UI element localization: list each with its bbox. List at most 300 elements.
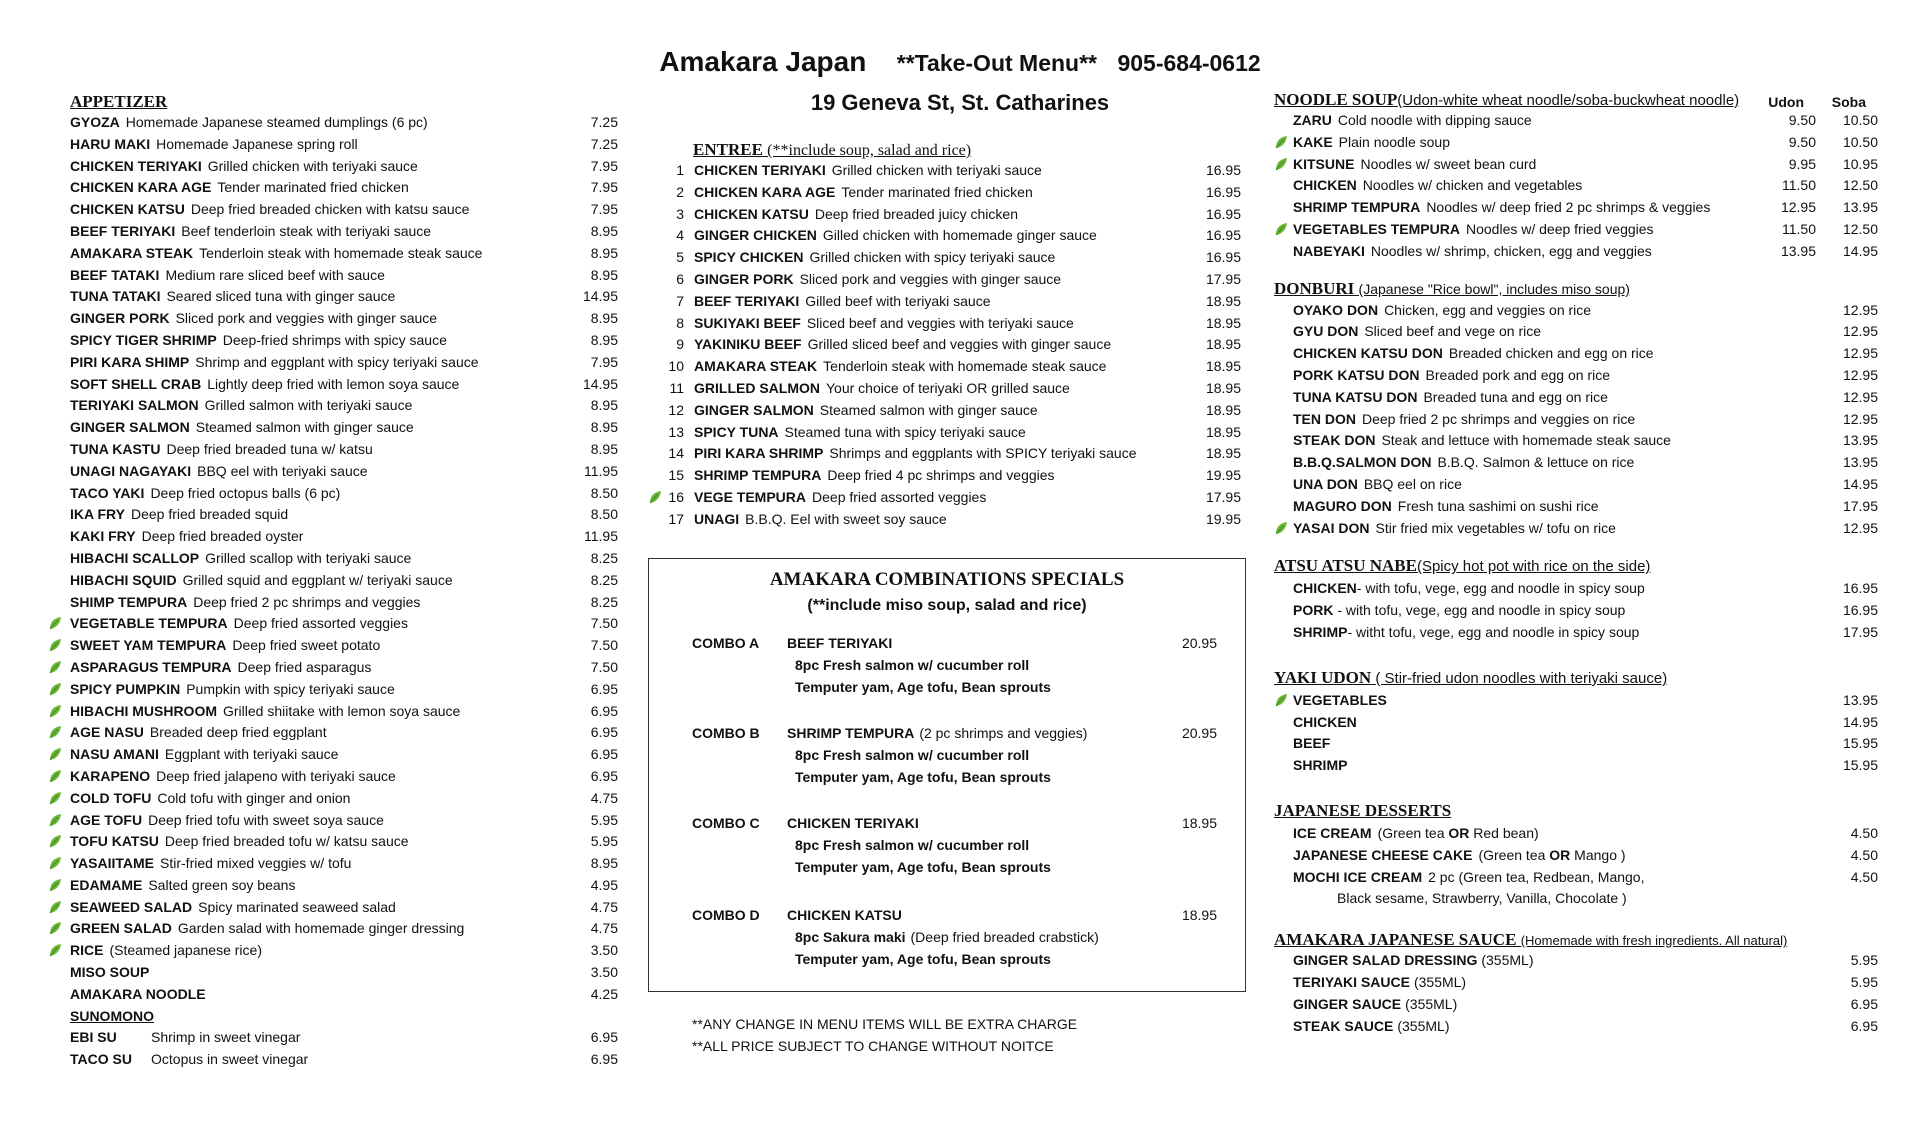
item-description: Noodles w/ sweet bean curd: [1360, 155, 1537, 172]
item-name: CHICKEN KARA AGE: [694, 183, 836, 200]
item-name: TACO YAKI: [70, 484, 145, 501]
item-price: 5.95: [590, 811, 618, 828]
menu-item: [70, 594, 618, 616]
appetizer-heading: APPETIZER: [70, 92, 168, 111]
yaki-udon-item: [1274, 735, 1878, 757]
item-name: CHICKEN KATSU DON: [1293, 345, 1443, 362]
item-description: Octopus in sweet vinegar: [151, 1051, 309, 1068]
item-price: 6.95: [1850, 1017, 1878, 1034]
item-name: AGE NASU: [70, 724, 144, 741]
entree-heading: [648, 140, 1241, 162]
item-name: GINGER PORK: [694, 270, 794, 287]
item-description: Deep fried 2 pc shrimps and veggies on rice: [1362, 410, 1636, 427]
item-price: 13.95: [1842, 454, 1878, 471]
item-description: (Steamed japanese rice): [109, 942, 262, 959]
noodle-soup-note: (Udon-white wheat noodle/soba-buckwheat noodle): [1397, 92, 1740, 109]
combo-sides-line: [692, 859, 1217, 881]
soba-price: 12.50: [1842, 220, 1878, 237]
menu-item: [70, 637, 618, 659]
leaf-icon: [48, 616, 62, 630]
item-price: 16.95: [1205, 162, 1241, 178]
item-description: Homemade Japanese steamed dumplings (6 pc): [125, 114, 428, 130]
item-name: GINGER SALMON: [694, 401, 814, 418]
item-name: UNAGI: [694, 510, 740, 527]
item-name: CHICKEN KATSU: [70, 201, 185, 218]
menu-item: [70, 659, 618, 681]
entree-item: [648, 402, 1241, 424]
combo-code: COMBO A: [692, 635, 760, 651]
item-description-end: Red bean): [1469, 824, 1539, 841]
item-price: 7.95: [590, 179, 618, 196]
atsu-title: ATSU ATSU NABE: [1274, 556, 1417, 576]
item-name: GYOZA: [70, 114, 120, 130]
leaf-icon: [48, 900, 62, 914]
item-name: UNA DON: [1293, 475, 1358, 492]
item-or: OR: [1549, 846, 1571, 863]
menu-item: [70, 528, 618, 550]
item-name: GYU DON: [1293, 323, 1359, 340]
item-name: SHRIMP: [1293, 623, 1348, 640]
atsu-item: [1274, 580, 1878, 602]
combo-roll-line: [692, 837, 1217, 859]
donburi-item: [1274, 302, 1878, 324]
yaki-udon-item: [1274, 714, 1878, 736]
item-price: 8.50: [590, 506, 618, 523]
donburi-item: [1274, 432, 1878, 454]
donburi-item: [1274, 411, 1878, 433]
item-description: Deep fried 2 pc shrimps and veggies: [193, 593, 421, 610]
menu-item: [70, 833, 618, 855]
item-price: 4.75: [590, 789, 618, 806]
leaf-icon: [48, 725, 62, 739]
entree-item: [648, 511, 1241, 533]
item-price: 16.95: [1205, 183, 1241, 200]
entree-item: [648, 206, 1241, 228]
combo-roll-extra: (Deep fried breaded crabstick): [910, 929, 1099, 945]
item-description: Deep fried 4 pc shrimps and veggies: [827, 467, 1055, 484]
item-number: 8: [676, 314, 684, 331]
item-name: SHRIMP TEMPURA: [694, 467, 822, 484]
sauce-heading: [1274, 930, 1878, 952]
item-price: 6.95: [590, 1029, 618, 1046]
restaurant-name: Amakara Japan: [659, 46, 867, 77]
item-description: - with tofu, vege, egg and noodle in spicy soup: [1356, 580, 1645, 597]
item-price: 7.95: [590, 201, 618, 218]
item-description: Grilled chicken with spicy teriyaki sauce: [809, 249, 1056, 266]
item-description: Deep fried breaded chicken with katsu sauce: [190, 201, 470, 218]
item-description: Spicy marinated seaweed salad: [198, 898, 396, 915]
item-price: 11.95: [584, 528, 618, 545]
item-description: Steamed salmon with ginger sauce: [195, 419, 414, 436]
item-name: TUNA TATAKI: [70, 288, 161, 305]
sunomono-heading-row: [70, 1008, 618, 1030]
combo-sides: Temputer yam, Age tofu, Bean sprouts: [795, 769, 1051, 785]
donburi-heading: [1274, 279, 1878, 302]
combo-roll: 8pc Fresh salmon w/ cucumber roll: [795, 657, 1030, 673]
menu-item: [70, 746, 618, 768]
entree-item: [648, 162, 1241, 184]
entree-item: [648, 249, 1241, 271]
item-price: 14.95: [582, 288, 618, 305]
item-number: 9: [676, 336, 684, 353]
entree-item: [648, 293, 1241, 315]
leaf-icon: [48, 791, 62, 805]
combo-item: [692, 907, 1217, 973]
item-number: 6: [676, 270, 684, 287]
item-price: 18.95: [1205, 358, 1241, 375]
item-description: Fresh tuna sashimi on sushi rice: [1397, 497, 1599, 514]
item-description: Noodles w/ shrimp, chicken, egg and veggies: [1370, 242, 1652, 259]
donburi-item: [1274, 389, 1878, 411]
item-description: Steak and lettuce with homemade steak sauce: [1381, 432, 1671, 449]
item-description: Grilled scallop with teriyaki sauce: [205, 549, 412, 566]
entree-item: [648, 445, 1241, 467]
sauce-item: [1274, 952, 1878, 974]
menu-item: [70, 986, 618, 1008]
item-name: EBI SU: [70, 1029, 117, 1046]
item-description: Seared sliced tuna with ginger sauce: [166, 288, 396, 305]
item-description: Grilled chicken with teriyaki sauce: [207, 157, 418, 174]
item-description: - witht tofu, vege, egg and noodle in spicy soup: [1347, 623, 1640, 640]
sauce-title: AMAKARA JAPANESE SAUCE: [1274, 930, 1517, 950]
item-name: TERIYAKI SAUCE: [1293, 973, 1410, 990]
noodle-item: [1274, 177, 1878, 199]
menu-item: [70, 463, 618, 485]
item-price: 8.25: [590, 571, 618, 588]
item-description: Deep fried breaded tuna w/ katsu: [166, 440, 373, 457]
item-description: Cold noodle with dipping sauce: [1337, 112, 1532, 128]
item-description: Noodles w/ chicken and vegetables: [1362, 177, 1583, 194]
item-name: VEGETABLES TEMPURA: [1293, 220, 1460, 237]
entree-note: (**include soup, salad and rice): [767, 142, 972, 159]
item-description-end: Mango ): [1570, 846, 1626, 863]
entree-item: [648, 336, 1241, 358]
menu-subtitle: **Take-Out Menu**: [896, 50, 1097, 76]
entree-item: [648, 358, 1241, 380]
item-number: 2: [676, 183, 684, 200]
menu-item: [70, 245, 618, 267]
leaf-icon: [48, 769, 62, 783]
menu-item: [70, 310, 618, 332]
menu-item: [70, 267, 618, 289]
combo-price: 20.95: [1181, 725, 1217, 741]
menu-item: [70, 703, 618, 725]
dessert-item: [1274, 869, 1878, 891]
item-price: 18.95: [1205, 423, 1241, 440]
item-description: (355ML): [1413, 973, 1467, 990]
desserts-list: [1274, 825, 1878, 890]
item-price: 4.75: [590, 920, 618, 937]
item-price: 8.95: [590, 331, 618, 348]
item-price: 12.95: [1842, 388, 1878, 405]
udon-price: 11.50: [1782, 220, 1816, 237]
item-description: Garden salad with homemade ginger dressing: [177, 920, 465, 937]
menu-item: [70, 354, 618, 376]
item-price: 5.95: [1850, 973, 1878, 990]
udon-price: 11.50: [1782, 177, 1816, 194]
leaf-icon: [1274, 157, 1288, 171]
item-price: 7.50: [590, 658, 618, 675]
sauce-item: [1274, 974, 1878, 996]
noodle-item: [1274, 243, 1878, 265]
menu-item: [70, 724, 618, 746]
item-price: 6.95: [590, 1051, 618, 1068]
combo-sides-line: [692, 769, 1217, 791]
item-number: 4: [676, 227, 684, 244]
udon-price: 12.95: [1780, 199, 1816, 216]
atsu-list: [1274, 580, 1878, 645]
menu-item: [70, 615, 618, 637]
item-description: Noodles w/ deep fried 2 pc shrimps & veggies: [1426, 199, 1711, 216]
item-price: 18.95: [1205, 445, 1241, 462]
donburi-title: DONBURI: [1274, 278, 1355, 298]
yaki-udon-list: [1274, 692, 1878, 779]
combo-main-line: [692, 907, 1217, 929]
noodle-item: [1274, 134, 1878, 156]
item-price: 16.95: [1842, 602, 1878, 619]
menu-notes: [692, 1016, 1077, 1060]
item-description: Stir-fried mixed veggies w/ tofu: [160, 855, 352, 872]
item-price: 4.50: [1850, 868, 1878, 885]
item-price: 14.95: [1842, 475, 1878, 492]
item-price: 6.95: [590, 702, 618, 719]
item-name: JAPANESE CHEESE CAKE: [1293, 846, 1473, 863]
item-description: (Green tea: [1478, 846, 1550, 863]
leaf-icon: [48, 638, 62, 652]
item-description: Grilled salmon with teriyaki sauce: [204, 397, 413, 414]
item-description: Grilled squid and eggplant w/ teriyaki sauce: [182, 571, 453, 588]
soba-price: 10.95: [1842, 155, 1878, 172]
combinations-heading: AMAKARA COMBINATIONS SPECIALS: [769, 569, 1125, 590]
sauce-item: [1274, 996, 1878, 1018]
item-price: 8.25: [590, 593, 618, 610]
combo-item: [692, 815, 1217, 881]
item-price: 7.25: [590, 135, 618, 152]
item-price: 4.95: [590, 876, 618, 893]
combo-item: [692, 635, 1217, 701]
combo-roll-line: [692, 657, 1217, 679]
item-description: Noodles w/ deep fried veggies: [1465, 220, 1654, 237]
item-description: Your choice of teriyaki OR grilled sauce: [826, 379, 1070, 396]
item-description: Deep fried breaded tofu w/ katsu sauce: [164, 833, 409, 850]
item-name: TUNA KASTU: [70, 440, 161, 457]
leaf-icon: [48, 704, 62, 718]
item-price: 8.50: [590, 484, 618, 501]
combo-code: COMBO B: [692, 725, 760, 741]
leaf-icon: [48, 682, 62, 696]
item-price: 15.95: [1842, 735, 1878, 752]
noodle-item: [1274, 112, 1878, 134]
item-name: KAKE: [1293, 133, 1333, 150]
item-name: SPICY TIGER SHRIMP: [70, 331, 217, 348]
item-description: 2 pc (Green tea, Redbean, Mango,: [1428, 868, 1645, 885]
noodle-soup-list: [1274, 112, 1878, 265]
item-number: 10: [668, 358, 684, 375]
entree-item: [648, 227, 1241, 249]
yaki-udon-heading: [1274, 668, 1878, 692]
item-name: AGE TOFU: [70, 811, 143, 828]
item-name: ICE CREAM: [1293, 824, 1372, 841]
item-price: 7.50: [590, 615, 618, 632]
item-price: 8.95: [590, 397, 618, 414]
noodle-soup-heading: [1274, 90, 1739, 109]
item-price: 14.95: [582, 375, 618, 392]
soba-price: 14.95: [1842, 242, 1878, 259]
item-price: 5.95: [1850, 952, 1878, 969]
item-description: (355ML): [1405, 995, 1458, 1012]
item-description: BBQ eel with teriyaki sauce: [197, 462, 368, 479]
item-name: IKA FRY: [70, 506, 125, 523]
donburi-note: (Japanese "Rice bowl", includes miso soup): [1358, 280, 1630, 297]
item-name: YAKINIKU BEEF: [694, 336, 802, 353]
item-price: 17.95: [1205, 488, 1241, 505]
item-price: 8.95: [590, 266, 618, 283]
udon-price: 9.50: [1788, 133, 1816, 150]
item-name: SUKIYAKI BEEF: [694, 314, 801, 331]
menu-item: [70, 572, 618, 594]
item-description: Breaded pork and egg on rice: [1425, 366, 1610, 383]
leaf-icon: [48, 856, 62, 870]
soba-price: 10.50: [1842, 112, 1878, 128]
item-price: 11.95: [584, 462, 618, 479]
item-description: Lightly deep fried with lemon soya sauce: [207, 375, 460, 392]
item-name: TERIYAKI SALMON: [70, 397, 199, 414]
item-name: PIRI KARA SHIMP: [70, 353, 190, 370]
menu-item: [70, 179, 618, 201]
item-name: GREEN SALAD: [70, 920, 172, 937]
combo-roll-line: [692, 929, 1217, 951]
item-name: SPICY PUMPKIN: [70, 680, 181, 697]
item-name: SPICY CHICKEN: [694, 249, 804, 266]
item-name: UNAGI NAGAYAKI: [70, 462, 192, 479]
item-description: Steamed salmon with ginger sauce: [819, 401, 1038, 418]
item-name: BEEF TATAKI: [70, 266, 160, 283]
menu-item: [70, 855, 618, 877]
item-description: Deep fried octopus balls (6 pc): [150, 484, 341, 501]
item-number: 7: [676, 292, 684, 309]
donburi-item: [1274, 367, 1878, 389]
item-number: 12: [668, 401, 684, 418]
item-name: MOCHI ICE CREAM: [1293, 868, 1423, 885]
item-price: 6.95: [590, 767, 618, 784]
item-description: (Green tea: [1377, 824, 1449, 841]
sauce-note: (Homemade with fresh ingredients. All natural): [1520, 933, 1788, 949]
donburi-item: [1274, 520, 1878, 542]
entree-item: [648, 424, 1241, 446]
item-name: CHICKEN TERIYAKI: [694, 162, 826, 178]
noodle-soup-title: NOODLE SOUP: [1274, 90, 1398, 109]
item-description: Tenderloin steak with homemade steak sauce: [823, 358, 1107, 375]
item-description: Deep fried breaded oyster: [141, 528, 304, 545]
yaki-udon-item: [1274, 692, 1878, 714]
menu-item: [70, 441, 618, 463]
item-name: HIBACHI SQUID: [70, 571, 177, 588]
leaf-icon: [1274, 135, 1288, 149]
item-description: Shrimp and eggplant with spicy teriyaki sauce: [195, 353, 479, 370]
menu-item: [70, 1051, 618, 1073]
leaf-icon: [48, 921, 62, 935]
entree-item: [648, 271, 1241, 293]
item-name: ZARU: [1293, 112, 1332, 128]
item-price: 14.95: [1842, 713, 1878, 730]
item-name: PIRI KARA SHRIMP: [694, 445, 824, 462]
item-price: 17.95: [1842, 623, 1878, 640]
phone-number: 905-684-0612: [1117, 50, 1261, 76]
item-price: 19.95: [1205, 510, 1241, 527]
leaf-icon: [648, 490, 662, 504]
item-name: BEEF: [1293, 735, 1331, 752]
item-description: Sliced pork and veggies with ginger sauce: [175, 310, 438, 327]
combo-main-extra: (2 pc shrimps and veggies): [919, 725, 1088, 741]
leaf-icon: [48, 943, 62, 957]
item-name: GINGER SALAD DRESSING: [1293, 952, 1478, 969]
item-name: VEGE TEMPURA: [694, 488, 807, 505]
udon-column-header: Udon: [1764, 94, 1804, 110]
item-name: KARAPENO: [70, 767, 151, 784]
combo-main: CHICKEN KATSU: [787, 907, 902, 923]
restaurant-address: 19 Geneva St, St. Catharines: [810, 90, 1110, 115]
item-description: Shrimps and eggplants with SPICY teriyaki sauce: [829, 445, 1137, 462]
combo-roll: 8pc Fresh salmon w/ cucumber roll: [795, 837, 1030, 853]
yaki-udon-item: [1274, 757, 1878, 779]
item-price: 4.75: [590, 898, 618, 915]
item-price: 6.95: [590, 724, 618, 741]
item-description: Shrimp in sweet vinegar: [151, 1029, 301, 1046]
item-name: GINGER PORK: [70, 310, 170, 327]
item-price: 15.95: [1842, 757, 1878, 774]
item-price: 12.95: [1842, 323, 1878, 340]
combo-sides-line: [692, 951, 1217, 973]
item-name: TOFU KATSU: [70, 833, 159, 850]
item-name: KITSUNE: [1293, 155, 1355, 172]
item-description: Deep fried asparagus: [237, 658, 372, 675]
item-number: 11: [669, 379, 684, 396]
item-description: Homemade Japanese spring roll: [156, 135, 358, 152]
item-price: 3.50: [590, 942, 618, 959]
item-description: - with tofu, vege, egg and noodle in spicy soup: [1333, 602, 1626, 619]
item-price: 7.95: [590, 157, 618, 174]
combo-main-line: [692, 815, 1217, 837]
item-price: 13.95: [1842, 432, 1878, 449]
donburi-item: [1274, 498, 1878, 520]
item-description: Sliced beef and veggies with teriyaki sauce: [806, 314, 1074, 331]
item-name: AMAKARA NOODLE: [70, 985, 206, 1002]
item-description: Breaded deep fried eggplant: [149, 724, 327, 741]
leaf-icon: [1274, 521, 1288, 535]
item-price: 4.25: [590, 985, 618, 1002]
soba-price: 13.95: [1842, 199, 1878, 216]
item-description: BBQ eel on rice: [1363, 475, 1462, 492]
item-price: 8.95: [590, 310, 618, 327]
item-description: Chicken, egg and veggies on rice: [1384, 301, 1592, 318]
entree-list: [648, 162, 1241, 533]
item-price: 12.95: [1842, 519, 1878, 536]
item-price: 8.95: [590, 222, 618, 239]
menu-item: [70, 812, 618, 834]
item-name: SHRIMP: [1293, 757, 1348, 774]
item-number: 16: [668, 488, 684, 505]
udon-price: 13.95: [1780, 242, 1816, 259]
item-name: OYAKO DON: [1293, 301, 1379, 318]
item-name: VEGETABLE TEMPURA: [70, 615, 228, 632]
item-name: SHRIMP TEMPURA: [1293, 199, 1421, 216]
item-description: Deep fried jalapeno with teriyaki sauce: [156, 767, 396, 784]
menu-item: [70, 332, 618, 354]
noodle-item: [1274, 156, 1878, 178]
noodle-item: [1274, 221, 1878, 243]
right-column: [1274, 90, 1878, 1039]
item-price: 6.95: [590, 746, 618, 763]
